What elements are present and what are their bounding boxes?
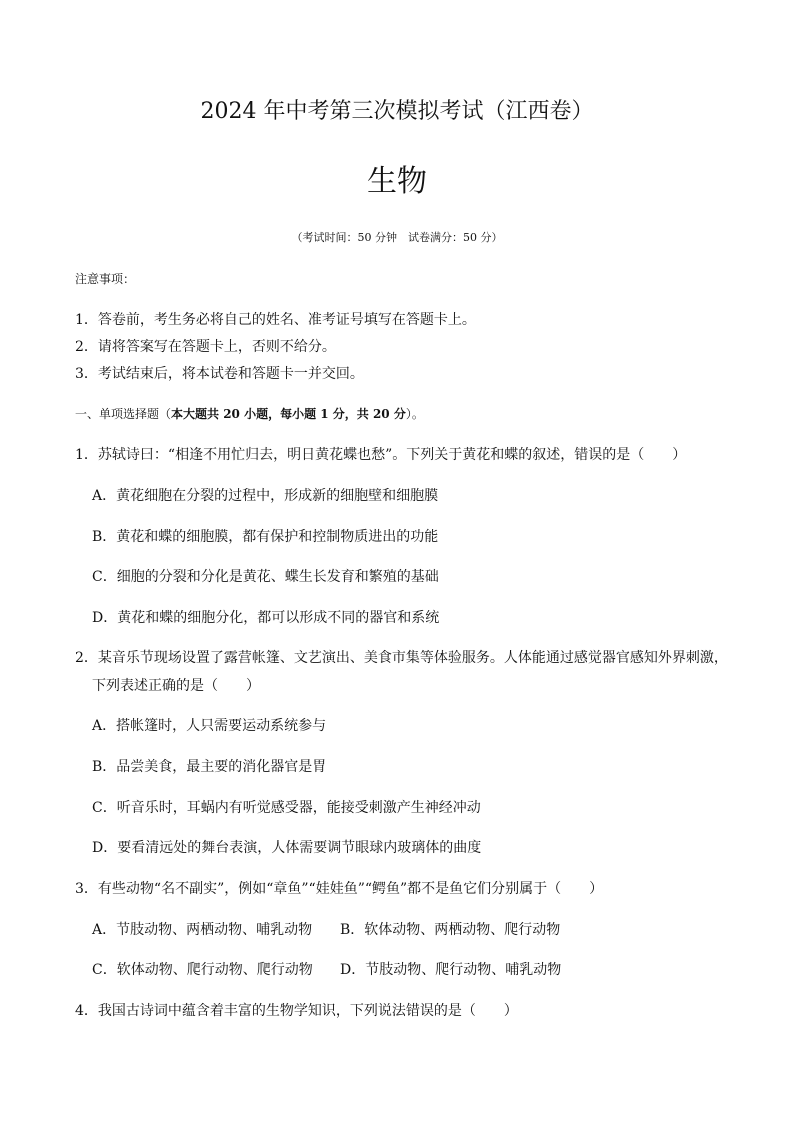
question-3-option-b: B．软体动物、两栖动物、爬行动物 <box>340 922 561 938</box>
section-heading-prefix: 一、单项选择题（ <box>75 407 172 421</box>
question-3-option-c: C．软体动物、爬行动物、爬行动物 <box>92 962 313 978</box>
question-2-option-d: D．要看清远处的舞台表演，人体需要调节眼球内玻璃体的曲度 <box>92 840 482 856</box>
question-3-option-a: A．节肢动物、两栖动物、哺乳动物 <box>92 922 313 938</box>
subject-title: 生物 <box>367 164 427 199</box>
question-4-stem: 4．我国古诗词中蕴含着丰富的生物学知识，下列说法错误的是（ ） <box>75 1003 518 1019</box>
question-2-option-a: A．搭帐篷时，人只需要运动系统参与 <box>92 718 327 734</box>
question-2-option-b: B．品尝美食，最主要的消化器官是胃 <box>92 759 327 775</box>
notice-item: 3．考试结束后，将本试卷和答题卡一并交回。 <box>75 366 364 382</box>
question-1-option-a: A．黄花细胞在分裂的过程中，形成新的细胞壁和细胞膜 <box>92 488 439 504</box>
exam-info: （考试时间：50 分钟 试卷满分：50 分） <box>291 231 503 244</box>
notice-item: 2．请将答案写在答题卡上，否则不给分。 <box>75 339 336 355</box>
question-3-option-d: D．节肢动物、爬行动物、哺乳动物 <box>340 962 562 978</box>
question-1-option-c: C．细胞的分裂和分化是黄花、蝶生长发育和繁殖的基础 <box>92 569 439 585</box>
question-1-stem: 1．苏轼诗曰：“相逢不用忙归去，明日黄花蝶也愁”。下列关于黄花和蝶的叙述，错误的是（ ） <box>75 447 687 463</box>
question-2-option-c: C．听音乐时，耳蜗内有听觉感受器，能接受刺激产生神经冲动 <box>92 800 481 816</box>
section-heading-suffix: ）。 <box>405 407 424 421</box>
section-heading-detail: 本大题共 20 小题，每小题 1 分，共 20 分 <box>171 407 406 421</box>
question-2-stem: 2．某音乐节现场设置了露营帐篷、文艺演出、美食市集等体验服务。人体能通过感觉器官感知外界刺激， <box>75 650 728 666</box>
section-heading <box>75 405 424 422</box>
question-2-stem-cont: 下列表述正确的是（ ） <box>92 678 260 694</box>
question-3-stem: 3．有些动物“名不副实”，例如“章鱼”“娃娃鱼”“鳄鱼”都不是鱼它们分别属于（ ） <box>75 881 604 897</box>
exam-title: 2024 年中考第三次模拟考试（江西卷） <box>200 99 594 124</box>
notice-heading: 注意事项： <box>75 272 136 286</box>
question-1-option-d: D．黄花和蝶的细胞分化，都可以形成不同的器官和系统 <box>92 610 440 626</box>
notice-item: 1．答卷前，考生务必将自己的姓名、准考证号填写在答题卡上。 <box>75 312 476 328</box>
question-1-option-b: B．黄花和蝶的细胞膜，都有保护和控制物质进出的功能 <box>92 529 439 545</box>
